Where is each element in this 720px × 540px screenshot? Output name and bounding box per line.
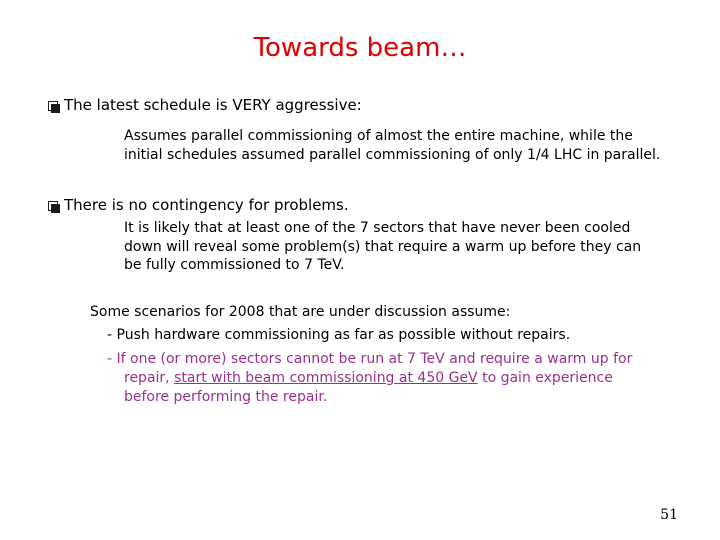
checkbox-bullet-icon xyxy=(48,99,61,112)
scenario-item-1: - Push hardware commissioning as far as possible without repairs. xyxy=(107,327,571,343)
checkbox-bullet-icon xyxy=(48,199,61,212)
page-number: 51 xyxy=(660,507,678,523)
bullet-1-detail xyxy=(124,127,660,164)
bullet-2-detail-line: down will reveal some problem(s) that require a warm up before they can xyxy=(124,238,642,255)
scenario-item-2-repair-text: repair, xyxy=(124,370,175,386)
scenario-item-2-line-1: - If one (or more) sectors cannot be run at 7 TeV and require a warm up for xyxy=(107,351,633,367)
scenario-item-2-tail-text: to gain experience xyxy=(477,370,613,386)
bullet-1-text: The latest schedule is VERY aggressive: xyxy=(64,96,362,114)
bullet-1 xyxy=(48,95,362,115)
slide-title: Towards beam… xyxy=(253,33,467,63)
bullet-2-text: There is no contingency for problems. xyxy=(64,196,349,214)
bullet-1-detail-line: initial schedules assumed parallel commissioning of only 1/4 LHC in parallel. xyxy=(124,146,661,163)
bullet-2-detail-line: be fully commissioned to 7 TeV. xyxy=(124,257,345,273)
scenario-item-2-line-2 xyxy=(124,369,613,388)
beam-commissioning-link: start with beam commissioning at 450 GeV xyxy=(174,370,478,386)
bullet-2 xyxy=(48,195,349,215)
bullet-1-detail-line: Assumes parallel commissioning of almost the entire machine, while the xyxy=(124,128,633,144)
bullet-2-detail xyxy=(124,219,641,275)
scenario-item-2-line-3 xyxy=(124,388,327,407)
bullet-2-detail-line: It is likely that at least one of the 7 sectors that have never been cooled xyxy=(124,220,631,236)
scenario-item-2-final-text: before performing the repair. xyxy=(124,389,328,405)
scenarios-intro: Some scenarios for 2008 that are under discussion assume: xyxy=(90,304,511,320)
scenario-item-2 xyxy=(107,350,632,369)
